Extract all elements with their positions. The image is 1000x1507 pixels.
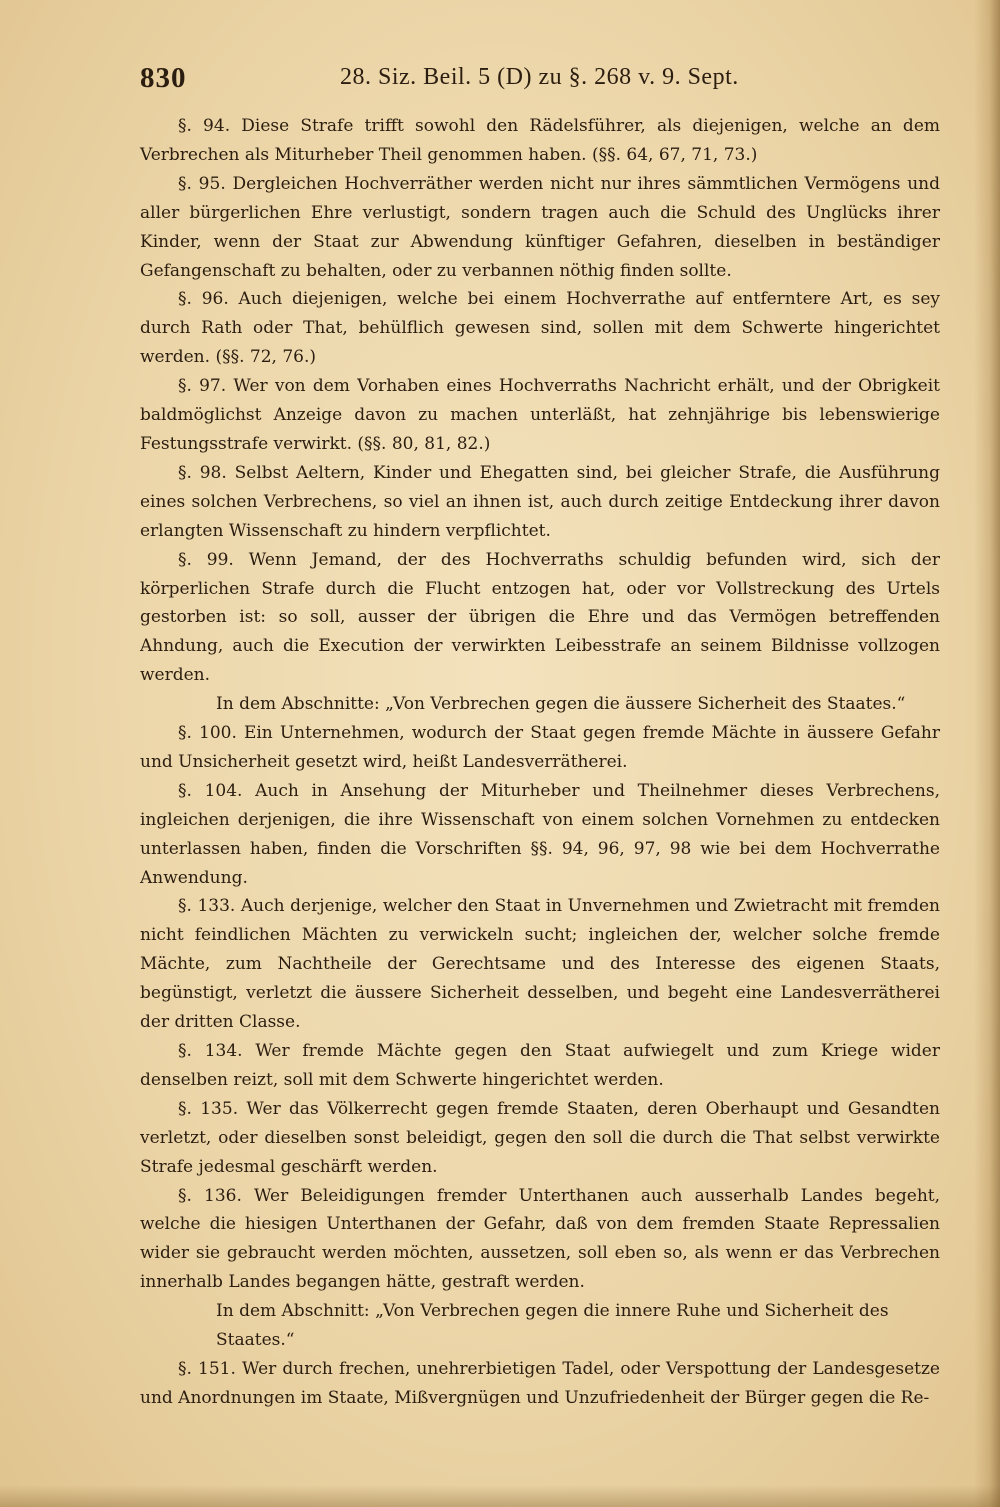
page-number: 830 (140, 62, 187, 94)
section-99: §. 99. Wenn Jemand, der des Hochverraths schuldig befunden wird, sich der körperlichen Strafe durch die Flucht entzogen hat, oder vor Vollstreckung des Urtels gestorben ist: so soll, ausser der übrigen die Ehre und das Vermögen betreffenden Ahndung, auch die Execution der verwirkten Leibesstrafe an seinem Bildnisse vollzogen werden. (140, 549, 940, 686)
page-edge-shadow (974, 0, 1000, 1507)
section-97: §. 97. Wer von dem Vorhaben eines Hochverraths Nachricht erhält, und der Obrigkeit baldmöglichst Anzeige davon zu machen unterläßt, hat zehnjährige bis lebenswierige Festungsstrafe verwirkt. (§§. 80, 81, 82.) (140, 376, 940, 454)
section-96: §. 96. Auch diejenigen, welche bei einem Hochverrathe auf entferntere Art, es sey durch Rath oder That, behülflich gewesen sind, sollen mit dem Schwerte hingerichtet werden. (§§. 72, 76.) (140, 289, 940, 368)
section-135: §. 135. Wer das Völkerrecht gegen fremde Staaten, deren Oberhaupt und Gesandten verletzt, oder dieselben sonst beleidigt, gegen den soll die durch die That selbst verwirkte Strafe jedesmal geschärft werden. (140, 1098, 940, 1177)
running-head: 28. Siz. Beil. 5 (D) zu §. 268 v. 9. Sept. (340, 64, 739, 90)
chapter-heading-internal-security: In dem Abschnitt: „Von Verbrechen gegen die innere Ruhe und Sicherheit des Staates.“ (216, 1301, 889, 1351)
page-bottom-shadow (0, 1485, 1000, 1507)
chapter-heading-external-security: In dem Abschnitte: „Von Verbrechen gegen die äussere Sicherheit des Staates.“ (216, 694, 906, 715)
section-98: §. 98. Selbst Aeltern, Kinder und Ehegatten sind, bei gleicher Strafe, die Ausführung eines solchen Verbrechens, so viel an ihnen ist, auch durch zeitige Entdeckung ihrer davon erlangten Wissenschaft zu hindern verpflichtet. (140, 462, 940, 541)
section-94: §. 94. Diese Strafe trifft sowohl den Rädelsführer, als diejenigen, welche an dem Verbrechen als Miturheber Theil genommen haben. (§§. 64, 67, 71, 73.) (140, 116, 940, 165)
section-95: §. 95. Dergleichen Hochverräther werden nicht nur ihres sämmtlichen Vermögens und aller bürgerlichen Ehre verlustigt, sondern tragen auch die Schuld des Unglücks ihrer Kinder, wenn der Staat zur Abwendung künftiger Gefahren, dieselben in beständiger Gefangenschaft zu behalten, oder zu verbannen nöthig finden sollte. (140, 173, 940, 281)
page-header (140, 60, 940, 100)
section-136: §. 136. Wer Beleidigungen fremder Unterthanen auch ausserhalb Landes begeht, welche die hiesigen Unterthanen der Gefahr, daß von dem fremden Staate Repressalien wider sie gebraucht werden möchten, aussetzen, soll eben so, als wenn er das Verbrechen innerhalb Landes begangen hätte, gestraft werden. (140, 1185, 940, 1293)
section-133: §. 133. Auch derjenige, welcher den Staat in Unvernehmen und Zwietracht mit fremden nicht feindlichen Mächten zu verwickeln sucht; ingleichen der, welcher solche fremde Mächte, zum Nachtheile der Gerechtsame und des Interesse des eigenen Staats, begünstigt, verletzt die äussere Sicherheit desselben, und begeht eine Landesverrätherei der dritten Classe. (140, 896, 940, 1033)
body-text (140, 112, 940, 1413)
section-134: §. 134. Wer fremde Mächte gegen den Staat aufwiegelt und zum Kriege wider denselben reizt, soll mit dem Schwerte hingerichtet werden. (140, 1041, 940, 1090)
section-100: §. 100. Ein Unternehmen, wodurch der Staat gegen fremde Mächte in äussere Gefahr und Unsicherheit gesetzt wird, heißt Landesverrätherei. (140, 723, 940, 772)
section-151: §. 151. Wer durch frechen, unehrerbietigen Tadel, oder Verspottung der Landesgesetze und Anordnungen im Staate, Mißvergnügen und Unzufriedenheit der Bürger gegen die Re- (140, 1358, 940, 1408)
section-104: §. 104. Auch in Ansehung der Miturheber und Theilnehmer dieses Verbrechens, ingleichen derjenigen, die ihre Wissenschaft von einem solchen Vornehmen zu entdecken unterlassen haben, finden die Vorschriften §§. 94, 96, 97, 98 wie bei dem Hochverrathe Anwendung. (140, 780, 940, 888)
